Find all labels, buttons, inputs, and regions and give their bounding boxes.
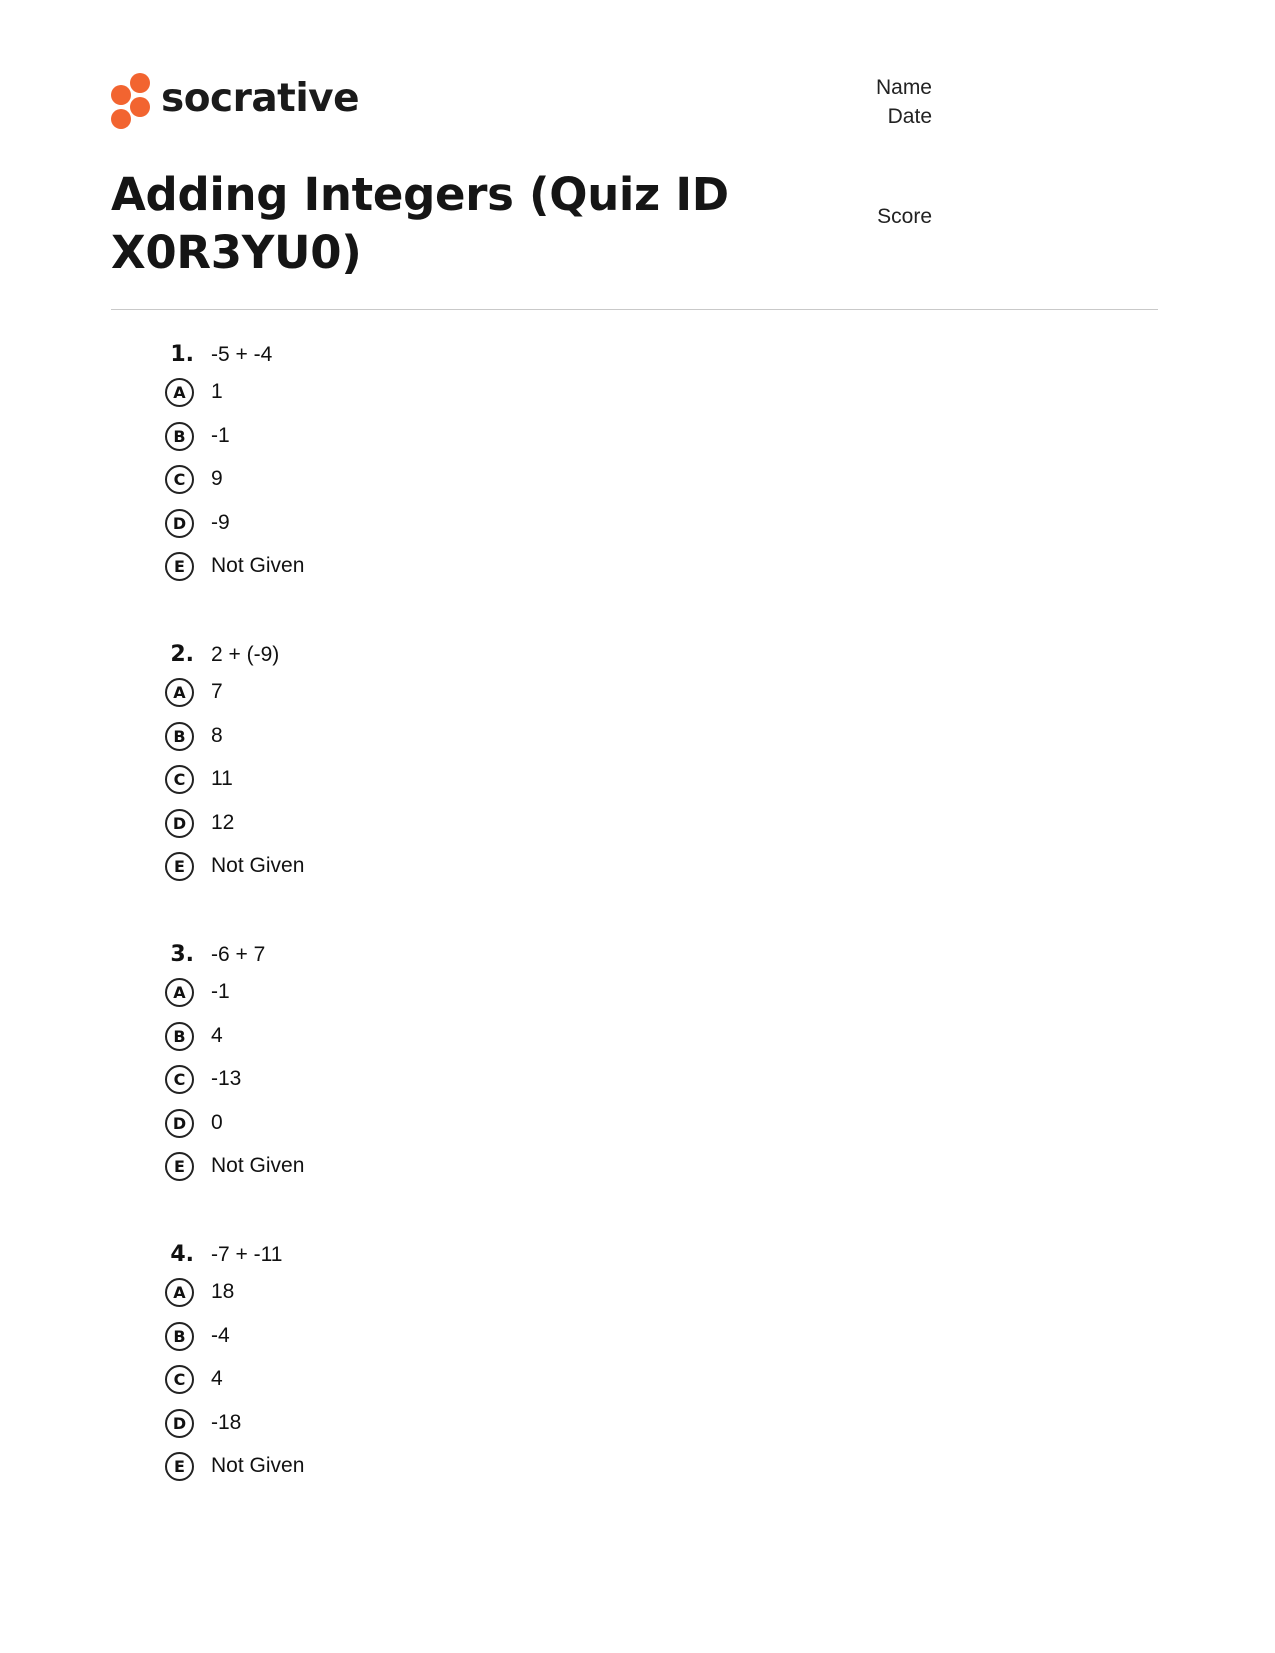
- socrative-logo: [111, 72, 359, 124]
- answer-text: 8: [211, 723, 223, 747]
- answer-bubble[interactable]: E: [165, 552, 194, 581]
- answer-text: Not Given: [211, 1154, 305, 1177]
- answer-option-c[interactable]: [165, 1065, 565, 1099]
- answer-option-a[interactable]: [165, 978, 565, 1012]
- question-number: 2.: [170, 642, 194, 667]
- answer-option-e[interactable]: [165, 852, 565, 886]
- question-number: 1.: [170, 342, 194, 367]
- answer-option-c[interactable]: [165, 465, 565, 499]
- page-title: Adding Integers (Quiz ID X0R3YU0): [111, 168, 729, 279]
- name-label: Name: [875, 76, 932, 99]
- answer-text: -18: [211, 1410, 242, 1434]
- answer-option-b[interactable]: [165, 422, 565, 456]
- answer-option-a[interactable]: [165, 378, 565, 412]
- socrative-hexagon-icon: [111, 73, 151, 123]
- answer-text: 1: [211, 380, 223, 403]
- answer-bubble[interactable]: A: [165, 678, 194, 707]
- date-label: Date: [887, 105, 932, 128]
- answer-text: -1: [211, 980, 230, 1003]
- answer-option-d[interactable]: [165, 509, 565, 543]
- answer-bubble[interactable]: A: [165, 378, 194, 407]
- header-divider: [111, 309, 1158, 310]
- answer-bubble[interactable]: D: [165, 809, 194, 838]
- answer-option-b[interactable]: [165, 722, 565, 756]
- answer-option-a[interactable]: [165, 678, 565, 712]
- answer-option-e[interactable]: [165, 552, 565, 586]
- question-header: [165, 640, 565, 678]
- answer-text: Not Given: [211, 554, 305, 577]
- answer-text: -13: [211, 1067, 242, 1090]
- answer-option-c[interactable]: [165, 1365, 565, 1399]
- answer-bubble[interactable]: D: [165, 509, 194, 538]
- answer-bubble[interactable]: A: [165, 1278, 194, 1307]
- logo-wordmark: socrative: [161, 75, 360, 121]
- answer-bubble[interactable]: C: [165, 465, 194, 494]
- answer-text: -4: [211, 1323, 230, 1347]
- answer-text: 0: [211, 1110, 223, 1134]
- answer-text: 12: [211, 810, 235, 834]
- answer-option-a[interactable]: [165, 1278, 565, 1312]
- question-number: 4.: [170, 1242, 194, 1267]
- answer-text: 11: [211, 767, 233, 790]
- question-prompt: -7 + -11: [211, 1243, 283, 1266]
- question-header: [165, 940, 565, 978]
- answer-option-e[interactable]: [165, 1452, 565, 1486]
- answer-text: -9: [211, 510, 230, 534]
- answer-bubble[interactable]: C: [165, 1065, 194, 1094]
- answer-text: Not Given: [211, 854, 305, 877]
- answer-bubble[interactable]: B: [165, 1322, 194, 1351]
- answer-bubble[interactable]: C: [165, 1365, 194, 1394]
- answer-bubble[interactable]: D: [165, 1109, 194, 1138]
- question-number: 3.: [170, 942, 194, 967]
- answer-bubble[interactable]: E: [165, 1452, 194, 1481]
- question-prompt: -5 + -4: [211, 343, 273, 366]
- answer-bubble[interactable]: E: [165, 852, 194, 881]
- logo-dot: [130, 97, 150, 117]
- answer-option-c[interactable]: [165, 765, 565, 799]
- answer-option-b[interactable]: [165, 1322, 565, 1356]
- answer-option-b[interactable]: [165, 1022, 565, 1056]
- answer-text: 7: [211, 680, 223, 703]
- score-label: Score: [877, 205, 932, 228]
- answer-option-d[interactable]: [165, 1409, 565, 1443]
- question-prompt: -6 + 7: [211, 943, 266, 966]
- logo-dot: [130, 73, 150, 93]
- answer-bubble[interactable]: D: [165, 1409, 194, 1438]
- answer-option-e[interactable]: [165, 1152, 565, 1186]
- answer-text: 4: [211, 1367, 223, 1390]
- answer-option-d[interactable]: [165, 1109, 565, 1143]
- answer-bubble[interactable]: B: [165, 422, 194, 451]
- question-header: [165, 340, 565, 378]
- answer-text: -1: [211, 423, 230, 447]
- answer-text: Not Given: [211, 1454, 305, 1477]
- logo-dot: [111, 85, 131, 105]
- answer-bubble[interactable]: B: [165, 722, 194, 751]
- answer-option-d[interactable]: [165, 809, 565, 843]
- question-prompt: 2 + (-9): [211, 643, 280, 666]
- question-header: [165, 1240, 565, 1278]
- answer-text: 18: [211, 1280, 235, 1303]
- answer-bubble[interactable]: C: [165, 765, 194, 794]
- answer-bubble[interactable]: A: [165, 978, 194, 1007]
- answer-bubble[interactable]: B: [165, 1022, 194, 1051]
- answer-text: 4: [211, 1023, 223, 1047]
- answer-text: 9: [211, 467, 223, 490]
- logo-dot: [111, 109, 131, 129]
- answer-bubble[interactable]: E: [165, 1152, 194, 1181]
